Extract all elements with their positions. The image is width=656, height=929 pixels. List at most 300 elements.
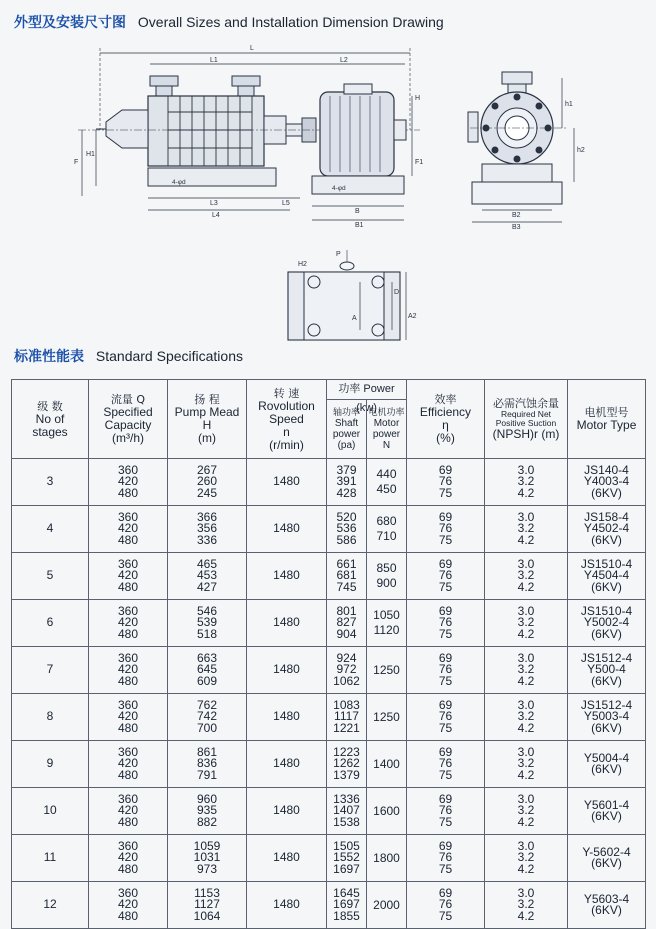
cell-motor-type-value: (6KV) (591, 579, 622, 594)
cell-head-value: 882 (196, 814, 218, 829)
cell-motor-type-value: Y5002-4 (583, 615, 630, 630)
cell-npsh-value: 3.0 (517, 697, 535, 712)
cell-efficiency (407, 553, 485, 600)
shaft-power-value: 681 (336, 568, 357, 583)
motor-power-values (366, 647, 406, 693)
cell-efficiency-value: 75 (438, 767, 453, 782)
cell-head-value: 245 (196, 485, 218, 500)
motor-power-values (366, 459, 406, 505)
cell-motor-type-value: (6KV) (591, 809, 622, 823)
motor-power-values (366, 694, 406, 740)
cell-head (168, 459, 247, 506)
dim-B2: B2 (512, 212, 521, 219)
cell-efficiency-value: 75 (438, 485, 453, 500)
cell-stages: 10 (12, 788, 89, 835)
table-row (12, 835, 646, 882)
cell-npsh-value: 3.2 (517, 474, 535, 489)
cell-head (168, 506, 247, 553)
cell-motor-type (568, 741, 646, 788)
drawing-heading-cn: 外型及安装尺寸图 (14, 15, 126, 31)
cell-motor-type-value: JS1512-4 (580, 650, 633, 665)
motor-power-value: 2000 (373, 897, 400, 912)
cell-flow (89, 788, 168, 835)
cell-flow-value: 360 (117, 509, 139, 524)
shaft-power-values (327, 882, 366, 928)
cell-shaft-power (327, 882, 407, 929)
cell-efficiency-value: 76 (438, 662, 453, 677)
dim-H1: H1 (86, 151, 95, 158)
cell-motor-type-value: (6KV) (591, 485, 622, 500)
cell-flow-value: 360 (117, 650, 139, 665)
cell-flow (89, 694, 168, 741)
cell-flow-value: 360 (117, 791, 139, 806)
cell-efficiency-value: 75 (438, 814, 453, 829)
cell-flow (89, 647, 168, 694)
cell-head-value: 518 (196, 626, 218, 641)
cell-motor-type (568, 788, 646, 835)
cell-stages: 8 (12, 694, 89, 741)
shaft-power-values (327, 647, 366, 693)
cell-stages: 3 (12, 459, 89, 506)
table-row (12, 459, 646, 506)
cell-speed: 1480 (247, 835, 327, 882)
motor-power-values (366, 506, 406, 552)
cell-shaft-power (327, 835, 407, 882)
cell-speed: 1480 (247, 694, 327, 741)
dim-L2-top: L2 (340, 57, 348, 64)
cell-head-value: 700 (196, 720, 218, 735)
dim-h1: h1 (565, 101, 573, 108)
cell-efficiency-value: 76 (438, 521, 453, 536)
cell-flow-value: 420 (117, 568, 139, 583)
cell-shaft-power (327, 459, 407, 506)
shaft-power-value: 1645 (333, 885, 360, 900)
cell-stages: 12 (12, 882, 89, 929)
cell-motor-type-value: Y4502-4 (583, 521, 630, 536)
cell-motor-type-value: Y-5602-4 (582, 844, 631, 859)
motor-power-value: 440 (376, 467, 397, 481)
cell-head-value: 427 (196, 579, 218, 594)
cell-npsh (485, 647, 568, 694)
header-flow: 流量 Q Specified Capacity (m³/h) (89, 380, 168, 459)
cell-npsh-value: 4.2 (517, 767, 535, 782)
shaft-power-value: 1697 (333, 897, 360, 912)
cell-efficiency-value: 76 (438, 756, 453, 771)
cell-efficiency-value: 76 (438, 474, 453, 489)
shaft-power-values (327, 788, 366, 834)
cell-flow (89, 459, 168, 506)
shaft-power-value: 1223 (333, 744, 360, 759)
cell-head-value: 1059 (193, 838, 221, 853)
cell-flow-value: 480 (117, 861, 139, 876)
cell-head-value: 960 (196, 791, 218, 806)
cell-head-value: 935 (196, 803, 218, 818)
cell-efficiency-value: 69 (438, 603, 453, 618)
cell-head-value: 453 (196, 568, 218, 583)
cell-efficiency-value: 69 (438, 556, 453, 571)
cell-flow-value: 480 (117, 673, 139, 688)
cell-efficiency-value: 76 (438, 850, 453, 865)
table-row (12, 506, 646, 553)
cell-head-value: 742 (196, 709, 218, 724)
cell-stages: 5 (12, 553, 89, 600)
cell-shaft-power (327, 600, 407, 647)
cell-efficiency-value: 69 (438, 650, 453, 665)
cell-shaft-power (327, 553, 407, 600)
cell-flow-value: 420 (117, 662, 139, 677)
cell-npsh-value: 4.2 (517, 720, 535, 735)
cell-head-value: 336 (196, 532, 218, 547)
cell-npsh (485, 741, 568, 788)
cell-flow-value: 360 (117, 556, 139, 571)
shaft-power-value: 379 (336, 462, 357, 477)
cell-motor-type-value: (6KV) (591, 626, 622, 641)
cell-flow-value: 360 (117, 838, 139, 853)
cell-efficiency-value: 76 (438, 897, 453, 912)
cell-flow-value: 420 (117, 521, 139, 536)
dim-F: F (74, 159, 79, 166)
cell-flow-value: 480 (117, 626, 139, 641)
cell-flow-value: 420 (117, 756, 139, 771)
cell-stages: 7 (12, 647, 89, 694)
cell-flow (89, 741, 168, 788)
header-speed: 转 速 Rovolution Speed n (r/min) (247, 380, 327, 459)
header-motor-type: 电机型号 Motor Type (568, 380, 646, 459)
dim-L5: L5 (282, 200, 290, 207)
table-row (12, 788, 646, 835)
header-head: 扬 程 Pump Mead H (m) (168, 380, 247, 459)
cell-flow-value: 360 (117, 697, 139, 712)
cell-efficiency (407, 694, 485, 741)
cell-npsh-value: 3.0 (517, 462, 535, 477)
cell-head (168, 741, 247, 788)
shaft-power-value: 1083 (333, 697, 360, 712)
cell-npsh-value: 3.2 (517, 615, 535, 630)
spec-table-body (12, 459, 646, 929)
cell-head-value: 836 (196, 756, 218, 771)
shaft-power-values (327, 600, 366, 646)
cell-efficiency-value: 75 (438, 720, 453, 735)
cell-efficiency (407, 506, 485, 553)
shaft-power-value: 661 (336, 556, 357, 571)
cell-npsh-value: 3.2 (517, 897, 535, 912)
dim-D: D (394, 289, 400, 296)
cell-speed: 1480 (247, 741, 327, 788)
cell-stages: 6 (12, 600, 89, 647)
cell-motor-type-value: Y5003-4 (583, 709, 630, 724)
motor-holes-label: 4-φd (332, 185, 346, 192)
cell-efficiency-value: 75 (438, 908, 453, 923)
table-row (12, 553, 646, 600)
cell-speed: 1480 (247, 882, 327, 929)
cell-npsh-value: 4.2 (517, 532, 535, 547)
cell-motor-type-value: JS158-4 (584, 509, 629, 524)
cell-motor-type (568, 553, 646, 600)
cell-efficiency-value: 75 (438, 673, 453, 688)
cell-speed: 1480 (247, 506, 327, 553)
cell-stages: 9 (12, 741, 89, 788)
cell-motor-type-value: (6KV) (591, 762, 622, 776)
cell-flow-value: 420 (117, 897, 139, 912)
motor-power-value: 850 (376, 561, 397, 575)
motor-power-value: 1800 (373, 850, 400, 865)
cell-flow (89, 553, 168, 600)
cell-npsh (485, 694, 568, 741)
cell-npsh-value: 3.0 (517, 603, 535, 618)
motor-power-value: 450 (376, 482, 397, 496)
dim-H2: H2 (298, 261, 307, 268)
cell-npsh-value: 3.2 (517, 709, 535, 724)
cell-flow-value: 480 (117, 720, 139, 735)
cell-flow (89, 835, 168, 882)
dim-F1: F1 (415, 159, 424, 166)
cell-shaft-power (327, 694, 407, 741)
shaft-power-value: 520 (336, 509, 357, 524)
cell-flow-value: 420 (117, 474, 139, 489)
shaft-power-value: 924 (336, 650, 357, 665)
cell-motor-type-value: (6KV) (591, 532, 622, 547)
shaft-power-values (327, 459, 366, 505)
cell-efficiency-value: 69 (438, 744, 453, 759)
motor-power-values (366, 600, 406, 646)
motor-power-values (366, 788, 406, 834)
cell-motor-type-value: (6KV) (591, 903, 622, 917)
shaft-power-value: 1505 (333, 838, 360, 853)
spec-table (11, 379, 646, 929)
side-holes-label: 4-φd (172, 179, 186, 186)
shaft-power-value: 1552 (333, 850, 360, 865)
shaft-power-values (327, 741, 366, 787)
cell-npsh (485, 506, 568, 553)
cell-motor-type-value: JS1512-4 (580, 697, 633, 712)
cell-motor-type (568, 600, 646, 647)
shaft-power-value: 1538 (333, 814, 360, 829)
cell-flow-value: 480 (117, 532, 139, 547)
cell-speed: 1480 (247, 600, 327, 647)
cell-shaft-power (327, 506, 407, 553)
header-efficiency: 效率 Efficiency η (%) (407, 380, 485, 459)
shaft-power-value: 1262 (333, 756, 360, 771)
cell-efficiency-value: 69 (438, 791, 453, 806)
cell-efficiency-value: 69 (438, 462, 453, 477)
cell-efficiency-value: 76 (438, 568, 453, 583)
cell-flow-value: 480 (117, 485, 139, 500)
cell-head-value: 609 (196, 673, 218, 688)
cell-motor-type-value: Y500-4 (587, 662, 626, 677)
motor-power-values (366, 553, 406, 599)
table-row (12, 600, 646, 647)
cell-motor-type-value: Y5004-4 (583, 750, 630, 765)
cell-efficiency (407, 788, 485, 835)
cell-npsh (485, 600, 568, 647)
cell-efficiency (407, 600, 485, 647)
cell-flow (89, 506, 168, 553)
motor-power-values (366, 882, 406, 928)
cell-motor-type-value: JS1510-4 (580, 603, 633, 618)
cell-flow-value: 480 (117, 767, 139, 782)
cell-npsh-value: 3.0 (517, 556, 535, 571)
cell-npsh-value: 4.2 (517, 814, 535, 829)
cell-npsh-value: 3.2 (517, 756, 535, 771)
spec-heading (14, 346, 243, 366)
cell-efficiency-value: 76 (438, 615, 453, 630)
motor-power-value: 1050 (373, 608, 400, 622)
cell-efficiency-value: 76 (438, 709, 453, 724)
cell-head-value: 539 (196, 615, 218, 630)
dim-A: A (352, 315, 357, 322)
cell-motor-type-value: (6KV) (591, 856, 622, 870)
cell-flow-value: 420 (117, 803, 139, 818)
cell-head (168, 788, 247, 835)
cell-flow-value: 420 (117, 709, 139, 724)
header-npsh: 必需汽蚀余量 Required Net Positive Suction (NPSH)r (m) (485, 380, 568, 459)
table-row (12, 882, 646, 929)
cell-efficiency-value: 69 (438, 885, 453, 900)
cell-flow-value: 480 (117, 814, 139, 829)
cell-flow-value: 360 (117, 603, 139, 618)
cell-motor-type-value: JS140-4 (584, 462, 629, 477)
end-view (468, 72, 585, 231)
shaft-power-values (327, 835, 366, 881)
motor-power-value: 1250 (373, 662, 400, 677)
cell-motor-type (568, 694, 646, 741)
spec-heading-en: Standard Specifications (95, 348, 243, 364)
cell-flow (89, 600, 168, 647)
dim-L4: L4 (212, 212, 220, 219)
dimension-drawing (0, 0, 656, 345)
cell-motor-type-value: JS1510-4 (580, 556, 633, 571)
table-row (12, 647, 646, 694)
cell-head-value: 645 (196, 662, 218, 677)
cell-head-value: 663 (196, 650, 218, 665)
cell-npsh-value: 3.0 (517, 744, 535, 759)
cell-npsh-value: 3.0 (517, 885, 535, 900)
cell-motor-type-value: Y5601-4 (583, 797, 630, 812)
shaft-power-value: 801 (336, 603, 357, 618)
cell-flow-value: 360 (117, 462, 139, 477)
shaft-power-value: 972 (336, 662, 357, 677)
cell-flow-value: 480 (117, 579, 139, 594)
cell-stages: 11 (12, 835, 89, 882)
cell-stages: 4 (12, 506, 89, 553)
shaft-power-value: 586 (336, 532, 357, 547)
shaft-power-value: 827 (336, 615, 357, 630)
cell-efficiency-value: 76 (438, 803, 453, 818)
dim-P: P (336, 251, 341, 258)
table-row (12, 694, 646, 741)
cell-head-value: 861 (196, 744, 218, 759)
cell-head-value: 973 (196, 861, 218, 876)
motor-power-value: 1600 (373, 803, 400, 818)
motor-power-value: 900 (376, 576, 397, 590)
header-motor-power: 电机功率 Motor power N (366, 400, 406, 458)
cell-motor-type (568, 835, 646, 882)
cell-flow-value: 480 (117, 908, 139, 923)
cell-flow (89, 882, 168, 929)
header-stages: 级 数 No of stages (12, 380, 89, 459)
motor-power-value: 1250 (373, 709, 400, 724)
cell-motor-type-value: (6KV) (591, 673, 622, 688)
shaft-power-value: 745 (336, 579, 357, 594)
cell-head-value: 356 (196, 521, 218, 536)
cell-flow-value: 360 (117, 744, 139, 759)
header-shaft-power: 轴功率 Shaft power (pa) (332, 407, 361, 451)
dim-H: H (415, 95, 421, 102)
cell-efficiency (407, 741, 485, 788)
shaft-power-values (327, 506, 366, 552)
cell-head-value: 465 (196, 556, 218, 571)
side-view (74, 45, 423, 229)
cell-head (168, 882, 247, 929)
motor-power-value: 1400 (373, 756, 400, 771)
cell-head (168, 647, 247, 694)
motor-power-value: 680 (376, 514, 397, 528)
cell-npsh (485, 835, 568, 882)
drawing-heading-en: Overall Sizes and Installation Dimension Drawing (137, 14, 444, 30)
dim-L: L (250, 45, 254, 52)
shaft-power-values (327, 553, 366, 599)
cell-npsh (485, 459, 568, 506)
dim-B1: B1 (355, 222, 364, 229)
dim-B: B (355, 208, 360, 215)
cell-head (168, 600, 247, 647)
cell-speed: 1480 (247, 788, 327, 835)
cell-head (168, 694, 247, 741)
cell-efficiency-value: 75 (438, 626, 453, 641)
shaft-power-value: 1221 (333, 720, 360, 735)
cell-npsh (485, 882, 568, 929)
shaft-power-value: 1855 (333, 908, 360, 923)
cell-npsh (485, 788, 568, 835)
dim-h2: h2 (577, 147, 585, 154)
cell-shaft-power (327, 741, 407, 788)
cell-motor-type-value: Y4003-4 (583, 474, 630, 489)
cell-flow-value: 420 (117, 850, 139, 865)
shaft-power-value: 428 (336, 485, 357, 500)
cell-npsh-value: 3.2 (517, 568, 535, 583)
cell-efficiency (407, 835, 485, 882)
cell-efficiency (407, 647, 485, 694)
cell-head-value: 366 (196, 509, 218, 524)
cell-motor-type-value: Y5603-4 (583, 891, 630, 906)
cell-head-value: 1031 (193, 850, 221, 865)
cell-motor-type (568, 459, 646, 506)
table-row (12, 741, 646, 788)
cell-head-value: 267 (196, 462, 218, 477)
cell-shaft-power (327, 788, 407, 835)
cell-npsh-value: 4.2 (517, 861, 535, 876)
cell-npsh-value: 4.2 (517, 485, 535, 500)
shaft-power-value: 1407 (333, 803, 360, 818)
cell-npsh-value: 3.0 (517, 509, 535, 524)
cell-speed: 1480 (247, 647, 327, 694)
cell-motor-type (568, 882, 646, 929)
cell-head (168, 835, 247, 882)
cell-head-value: 1127 (194, 897, 220, 912)
cell-speed: 1480 (247, 553, 327, 600)
cell-npsh-value: 3.2 (517, 521, 535, 536)
cell-head-value: 546 (196, 603, 218, 618)
shaft-power-values (327, 694, 366, 740)
spec-heading-cn: 标准性能表 (14, 349, 84, 365)
cell-npsh-value: 3.2 (517, 850, 535, 865)
cell-motor-type-value: (6KV) (591, 720, 622, 735)
motor-power-value: 1120 (373, 623, 400, 637)
shaft-power-value: 1062 (333, 673, 360, 688)
cell-motor-type (568, 647, 646, 694)
cell-speed: 1480 (247, 459, 327, 506)
cell-head-value: 260 (196, 474, 218, 489)
